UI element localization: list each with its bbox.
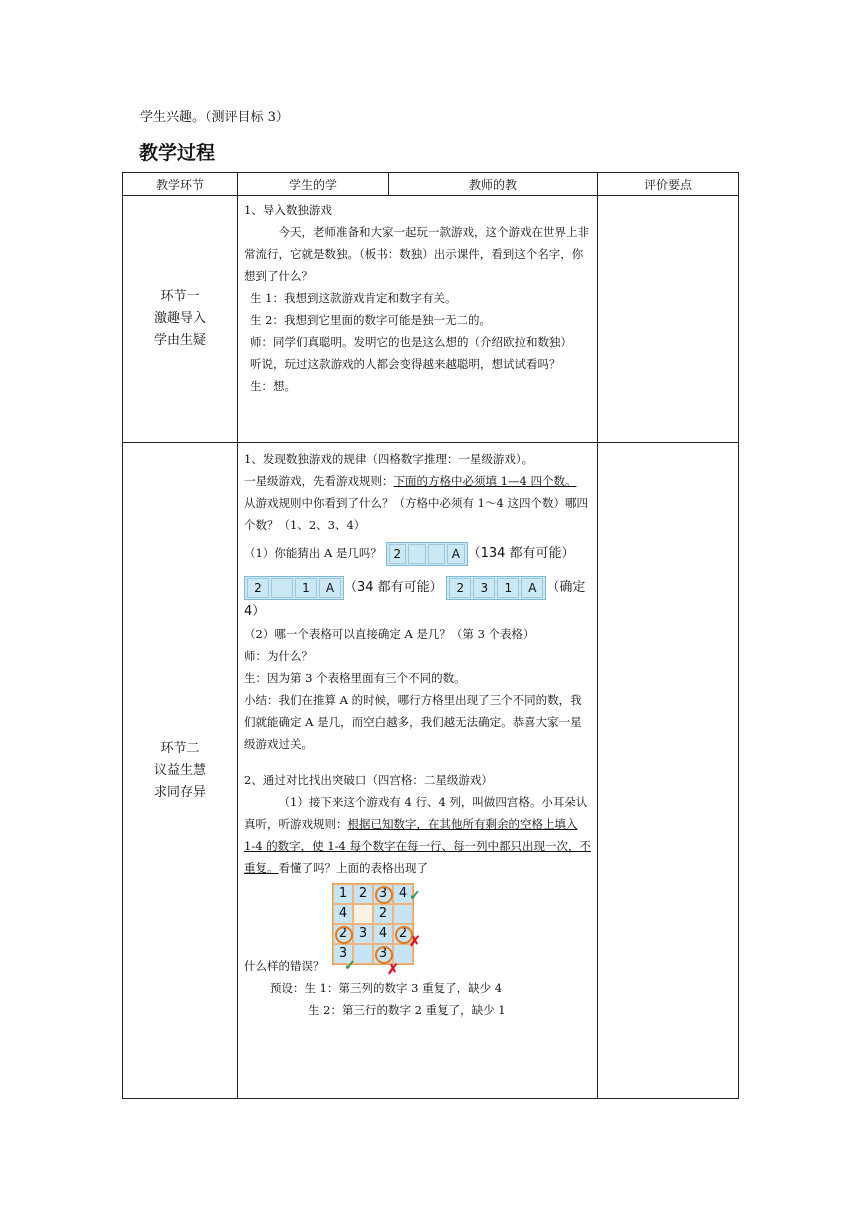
cross-icon: ✗	[387, 962, 399, 978]
stage-line: 求同存异	[153, 784, 206, 800]
header-student: 学生的学	[238, 173, 389, 196]
content-line: 1、导入数独游戏	[244, 203, 332, 217]
sudoku-cell: 2	[353, 884, 373, 904]
sudoku-cell: 4	[393, 884, 413, 904]
sudoku-cell: 2	[333, 924, 353, 944]
sudoku-cell: 1	[333, 884, 353, 904]
spacer	[244, 755, 591, 769]
grid-b	[244, 576, 344, 600]
sudoku-cell: 3	[353, 924, 373, 944]
intro-text: 学生兴趣。（测评目标 3）	[140, 110, 289, 125]
content-line: （2）哪一个表格可以直接确定 A 是几？（第 3 个表格）	[244, 627, 535, 641]
table-row	[123, 196, 739, 443]
evaluation-cell-2	[598, 443, 739, 1099]
rule-underlined-2: 根据已知数字，在其他所有剩余的空格上填入 1-4 的数字，使 1-4 每个数字在每一行、每一列中都只出现一次，不重复。	[244, 817, 592, 875]
content-line: 生 2：第三行的数字 2 重复了，缺少 1	[308, 1003, 506, 1017]
grid-cell: 2	[449, 578, 471, 598]
grid-c	[446, 576, 546, 600]
content-line	[244, 542, 591, 566]
sudoku-cell: 3	[373, 944, 393, 964]
stage-line: 环节一	[160, 289, 200, 304]
sudoku-cell: 3	[373, 884, 393, 904]
grid-cell: A	[447, 544, 465, 564]
grid-cell	[428, 544, 446, 564]
grid-cell: 2	[247, 578, 269, 598]
rule-outro-2: 看懂了吗？上面的表格出现了	[278, 861, 428, 875]
header-teacher: 教师的教	[389, 173, 598, 196]
content-line	[244, 791, 591, 879]
content-line: 小结：我们在推算 A 的时候，哪行方格里出现了三个不同的数，我们就能确定 A 是几，而空白越多，我们越无法确定。恭喜大家一星级游戏过关。	[244, 693, 582, 751]
check-icon: ✓	[344, 958, 356, 974]
sudoku-cell: 2	[393, 924, 413, 944]
sudoku-cell: 4	[373, 924, 393, 944]
content-cell-2	[238, 443, 598, 1099]
grid-a	[386, 542, 468, 566]
content-cell-1	[238, 196, 598, 443]
content-line: 师：同学们真聪明。发明它的也是这么想的（介绍欧拉和数独）	[250, 335, 572, 349]
stage-line: 环节二	[160, 740, 200, 756]
sudoku-cell	[353, 904, 373, 924]
sudoku-cell: 4	[333, 904, 353, 924]
table-row	[123, 443, 739, 1099]
sudoku-cell: 2	[373, 904, 393, 924]
sudoku-cell	[353, 944, 373, 964]
section-heading: 教学过程	[139, 142, 216, 164]
rule-underlined: 下面的方格中必须填 1—4 四个数。	[393, 474, 577, 488]
sudoku-cell	[393, 904, 413, 924]
grid-cell: 1	[295, 578, 317, 598]
header-evaluation: 评价要点	[598, 173, 739, 196]
content-line: 从游戏规则中你看到了什么？（方格中必须有 1～4 这四个数）哪四个数？（1、2、3、4）	[244, 496, 588, 532]
question-1: （1）你能猜出 A 是几吗？	[244, 546, 382, 560]
stage-cell-1	[123, 196, 238, 443]
rule-intro: 一星级游戏，先看游戏规则：	[244, 474, 394, 488]
content-line: 预设：生 1：第三列的数字 3 重复了，缺少 4	[270, 981, 503, 995]
content-line: 什么样的错误？	[244, 959, 325, 973]
note-a: （134 都有可能）	[467, 546, 575, 561]
sudoku-grid	[332, 883, 414, 965]
grid-cell	[408, 544, 426, 564]
rule-intro-2: （1）接下来这个游戏有 4 行、4 列，叫做四宫格。小耳朵认真听，听游戏规则：	[244, 795, 588, 831]
table-header-row	[123, 173, 739, 196]
content-line: 听说，玩过这款游戏的人都会变得越来越聪明，想试试看吗？	[250, 357, 561, 371]
grid-cell: 1	[497, 578, 519, 598]
sudoku-cell: 3	[333, 944, 353, 964]
grid-cell: 2	[389, 544, 407, 564]
content-line	[244, 470, 591, 492]
content-line: 今天，老师准备和大家一起玩一款游戏，这个游戏在世界上非常流行，它就是数独。（板书：数独）出示课件，看到这个名字，你想到了什么？	[244, 225, 589, 283]
content-line: 师：为什么？	[244, 649, 313, 663]
stage-cell-2	[123, 443, 238, 1099]
content-line: 生 1：我想到这款游戏肯定和数字有关。	[250, 291, 457, 305]
sudoku-block	[244, 881, 591, 977]
content-line: 生：想。	[250, 379, 296, 393]
content-line: 生：因为第 3 个表格里面有三个不同的数。	[244, 671, 466, 685]
content-line	[244, 576, 591, 623]
header-stage: 教学环节	[123, 173, 238, 196]
stage-line: 议益生慧	[153, 762, 206, 778]
stage-line: 学由生疑	[153, 333, 206, 348]
note-b: （34 都有可能）	[344, 580, 443, 595]
content-line: 生 2：我想到它里面的数字可能是独一无二的。	[250, 313, 491, 327]
grid-cell: A	[319, 578, 341, 598]
note-c: （确定 4）	[244, 580, 586, 619]
lesson-table	[122, 172, 739, 1099]
grid-cell: A	[521, 578, 543, 598]
cross-icon: ✗	[409, 934, 421, 950]
stage-line: 激趣导入	[153, 311, 206, 326]
evaluation-cell-1	[598, 196, 739, 443]
content-line: 2、通过对比找出突破口（四宫格：二星级游戏）	[244, 773, 493, 787]
grid-cell: 3	[473, 578, 495, 598]
grid-cell	[271, 578, 293, 598]
content-line: 1、发现数独游戏的规律（四格数字推理：一星级游戏）。	[244, 452, 534, 466]
check-icon: ✓	[409, 888, 421, 904]
